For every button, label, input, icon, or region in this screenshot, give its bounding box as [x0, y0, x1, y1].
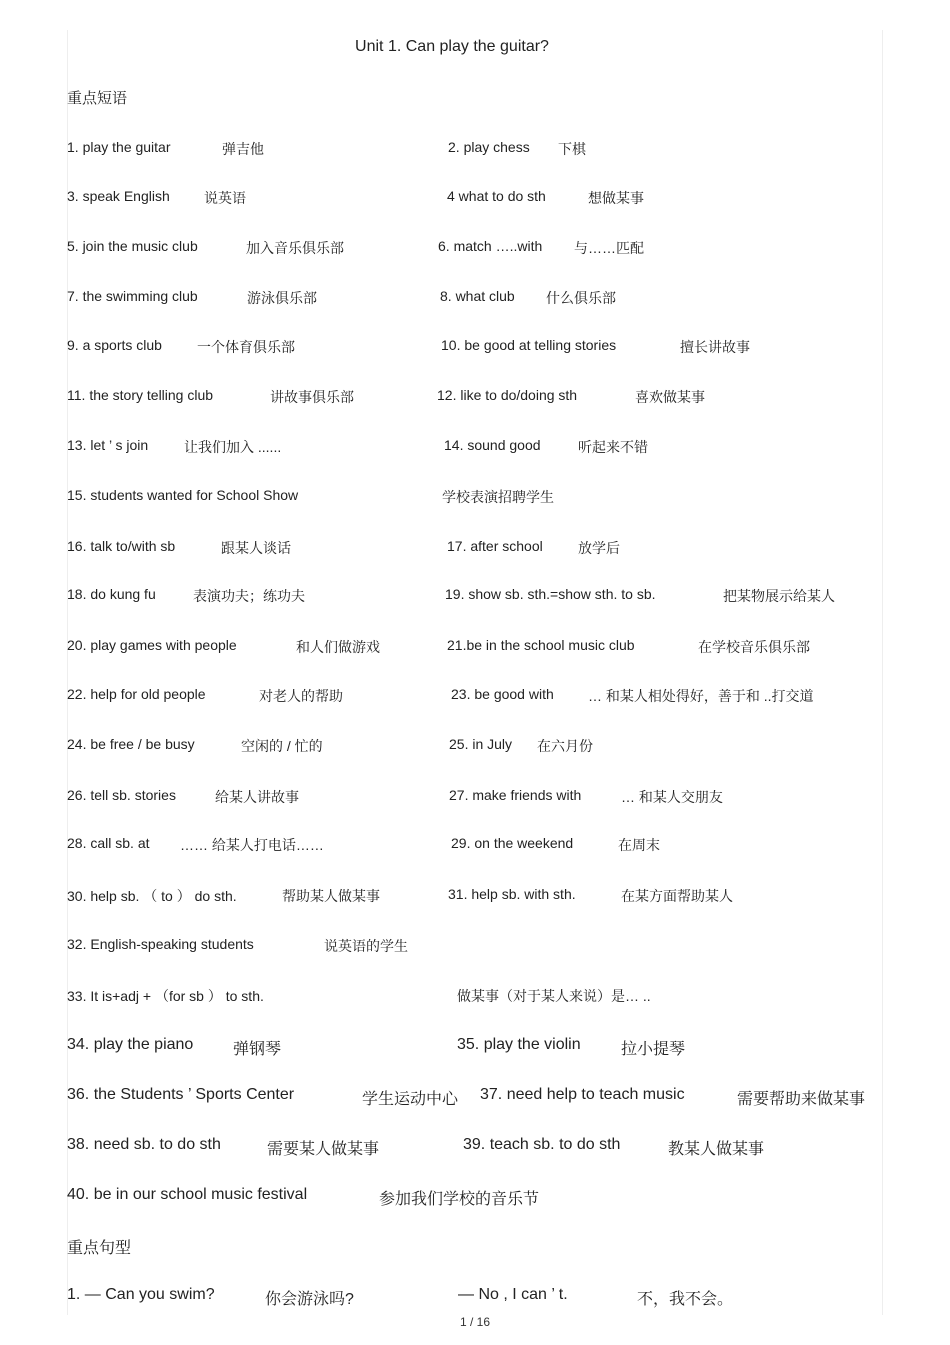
phrase-english-2: 8. what club [440, 288, 515, 304]
phrase-chinese-2: 放学后 [578, 540, 620, 556]
phrase-row [0, 487, 950, 511]
phrase-chinese-2: … 和某人交朋友 [621, 789, 723, 805]
sentence-chinese-answer: 不，我不会。 [637, 1291, 734, 1308]
phrase-chinese: 空闲的 / 忙的 [241, 738, 323, 754]
phrase-row [0, 886, 950, 910]
phrase-row [0, 986, 950, 1010]
phrase-row [0, 188, 950, 212]
phrase-english: 26. tell sb. stories [67, 787, 176, 803]
phrase-english: 40. be in our school music festival [67, 1186, 308, 1203]
phrase-english-2: 23. be good with [451, 686, 554, 702]
phrase-chinese-2: 什么俱乐部 [546, 290, 616, 306]
phrase-chinese: 一个体育俱乐部 [197, 339, 295, 355]
phrase-chinese-2: 与……匹配 [574, 240, 644, 256]
phrase-chinese-2: 在学校音乐俱乐部 [698, 639, 810, 655]
phrase-row [0, 736, 950, 760]
phrase-english-2: 21.be in the school music club [447, 637, 635, 653]
phrase-english: 38. need sb. to do sth [67, 1136, 221, 1153]
phrase-chinese: 游泳俱乐部 [247, 290, 317, 306]
phrase-english-2: 27. make friends with [449, 787, 582, 803]
phrase-chinese: 和人们做游戏 [296, 639, 380, 655]
phrase-row [0, 637, 950, 661]
phrase-row [0, 437, 950, 461]
phrase-english: 7. the swimming club [67, 288, 198, 304]
phrase-english-2: 做某事（对于某人来说）是… .. [457, 988, 651, 1004]
phrase-english: 36. the Students ’ Sports Center [67, 1086, 295, 1103]
phrase-english-2: 39. teach sb. to do sth [463, 1136, 621, 1153]
phrase-english: 33. It is+adj + （for sb ） to sth. [67, 988, 264, 1004]
phrase-english-2: 12. like to do/doing sth [437, 387, 578, 403]
phrase-chinese-2: 教某人做某事 [668, 1141, 765, 1158]
phrase-chinese: 加入音乐俱乐部 [246, 240, 344, 256]
page-right-border [882, 30, 883, 1315]
phrase-row [0, 538, 950, 562]
phrase-english: 11. the story telling club [67, 387, 214, 403]
phrase-row [0, 835, 950, 859]
phrase-row [0, 787, 950, 811]
phrase-chinese-2: 想做某事 [588, 190, 644, 206]
phrase-english-2: 6. match …..with [438, 238, 543, 254]
phrase-chinese: 让我们加入 ...... [184, 439, 282, 455]
phrase-chinese-2: 拉小提琴 [621, 1041, 686, 1058]
phrase-english-2: 4 what to do sth [447, 188, 546, 204]
phrase-row [0, 238, 950, 262]
phrase-english: 34. play the piano [67, 1036, 194, 1053]
phrase-english: 9. a sports club [67, 337, 162, 353]
sentence-english-question: 1. — Can you swim? [67, 1286, 215, 1303]
phrase-english-2: 学校表演招聘学生 [442, 489, 554, 505]
phrase-english: 16. talk to/with sb [67, 538, 176, 554]
phrase-english: 15. students wanted for School Show [67, 487, 299, 503]
phrase-row [0, 139, 950, 163]
phrase-row [0, 686, 950, 710]
phrase-english: 24. be free / be busy [67, 736, 195, 752]
sentence-english-answer: — No , I can ’ t. [458, 1286, 568, 1303]
phrase-english-2: 29. on the weekend [451, 835, 574, 851]
phrase-english: 32. English-speaking students [67, 936, 254, 952]
phrase-chinese-2: 喜欢做某事 [635, 389, 705, 405]
phrase-chinese-2: … 和某人相处得好，善于和 ..打交道 [588, 688, 814, 704]
phrase-row [0, 1136, 950, 1160]
phrase-chinese-2: 下棋 [558, 141, 586, 157]
phrase-english-2: 17. after school [447, 538, 543, 554]
phrase-english-2: 31. help sb. with sth. [448, 886, 576, 902]
phrase-english-2: 25. in July [449, 736, 513, 752]
phrase-english-2: 37. need help to teach music [480, 1086, 685, 1103]
phrase-english-2: 35. play the violin [457, 1036, 581, 1053]
phrase-chinese-2: 听起来不错 [578, 439, 648, 455]
phrase-english: 5. join the music club [67, 238, 198, 254]
phrase-chinese: 讲故事俱乐部 [270, 389, 354, 405]
phrase-chinese: 表演功夫；练功夫 [193, 588, 305, 604]
phrase-english: 13. let ’ s join [67, 437, 149, 453]
phrase-english-2: 14. sound good [444, 437, 541, 453]
phrase-chinese: 对老人的帮助 [259, 688, 343, 704]
phrase-row [0, 288, 950, 312]
phrase-english: 28. call sb. at [67, 835, 150, 851]
phrase-chinese: 参加我们学校的音乐节 [379, 1191, 540, 1208]
page-left-border [67, 30, 68, 1315]
phrase-chinese-2: 需要帮助来做某事 [737, 1091, 866, 1108]
phrase-row [0, 1036, 950, 1060]
sentence-row [0, 1286, 950, 1310]
phrase-chinese-2: 在周末 [618, 837, 660, 853]
phrase-chinese-2: 擅长讲故事 [680, 339, 750, 355]
phrase-english: 3. speak English [67, 188, 170, 204]
section-heading-phrases: 重点短语 [67, 90, 128, 107]
phrase-english-2: 19. show sb. sth.=show sth. to sb. [445, 586, 656, 602]
document-title: Unit 1. Can play the guitar? [355, 38, 549, 55]
phrase-chinese-2: 在某方面帮助某人 [621, 888, 733, 904]
phrase-row [0, 337, 950, 361]
phrase-english: 18. do kung fu [67, 586, 156, 602]
phrase-row [0, 1186, 950, 1210]
phrase-chinese: 学生运动中心 [362, 1091, 459, 1108]
phrase-chinese: …… 给某人打电话…… [180, 837, 324, 853]
phrase-row [0, 936, 950, 960]
phrase-chinese: 说英语 [204, 190, 246, 206]
phrase-chinese: 给某人讲故事 [215, 789, 299, 805]
phrase-chinese-2: 把某物展示给某人 [723, 588, 835, 604]
phrase-chinese: 跟某人谈话 [221, 540, 291, 556]
phrase-english: 1. play the guitar [67, 139, 171, 155]
page-number: 1 / 16 [459, 1315, 491, 1329]
phrase-chinese: 帮助某人做某事 [282, 888, 380, 904]
phrase-chinese-2: 在六月份 [537, 738, 593, 754]
phrase-chinese: 弹钢琴 [233, 1041, 282, 1058]
phrase-chinese: 弹吉他 [222, 141, 264, 157]
section-heading-sentences: 重点句型 [67, 1240, 132, 1257]
phrase-english-2: 10. be good at telling stories [441, 337, 617, 353]
phrase-row [0, 387, 950, 411]
phrase-english: 30. help sb. （ to ） do sth. [67, 888, 237, 904]
phrase-english: 22. help for old people [67, 686, 206, 702]
phrase-chinese: 说英语的学生 [324, 938, 408, 954]
sentence-chinese-question: 你会游泳吗? [265, 1291, 354, 1308]
phrase-english: 20. play games with people [67, 637, 237, 653]
phrase-row [0, 586, 950, 610]
phrase-english-2: 2. play chess [448, 139, 530, 155]
phrase-chinese: 需要某人做某事 [267, 1141, 380, 1158]
phrase-row [0, 1086, 950, 1110]
